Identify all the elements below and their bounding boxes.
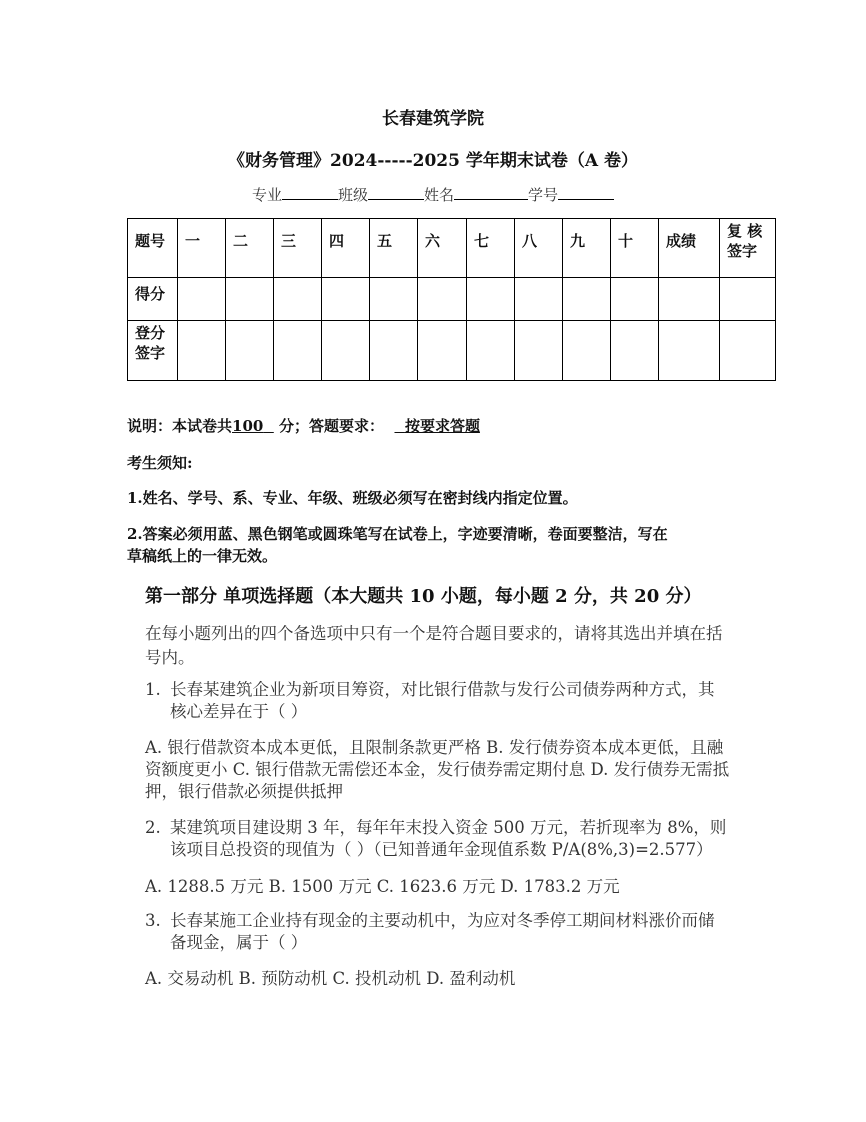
score-cell[interactable] bbox=[467, 278, 515, 321]
field-id-label: 学号 bbox=[528, 186, 559, 204]
section-intro: 在每小题列出的四个备选项中只有一个是符合题目要求的，请将其选出并填在括 bbox=[145, 624, 723, 643]
question-2-options: A. 1288.5 万元 B. 1500 万元 C. 1623.6 万元 D. 1783.2 万元 bbox=[145, 877, 620, 896]
signature-cell[interactable] bbox=[274, 321, 322, 381]
signature-cell[interactable] bbox=[720, 321, 776, 381]
header-cell: 九 bbox=[563, 219, 611, 278]
section-heading: 第一部分 单项选择题（本大题共 10 小题，每小题 2 分，共 20 分） bbox=[145, 586, 702, 607]
score-cell[interactable] bbox=[226, 278, 274, 321]
question-1-options: A. 银行借款资本成本更低，且限制条款更严格 B. 发行债券资本成本更低，且融 bbox=[145, 738, 724, 757]
question-3-options: A. 交易动机 B. 预防动机 C. 投机动机 D. 盈利动机 bbox=[145, 969, 516, 988]
header-cell: 一 bbox=[178, 219, 226, 278]
field-class-label: 班级 bbox=[337, 186, 368, 204]
header-cell: 成绩 bbox=[659, 219, 720, 278]
header-cell: 题号 bbox=[128, 219, 178, 278]
total-score: 100 bbox=[232, 417, 264, 435]
row-label-signature: 登分签字 bbox=[135, 324, 166, 362]
header-cell: 八 bbox=[515, 219, 563, 278]
student-info-line bbox=[0, 184, 866, 205]
major-blank[interactable] bbox=[282, 185, 338, 200]
score-cell[interactable] bbox=[274, 278, 322, 321]
question-2-stem: 该项目总投资的现值为（ ）（已知普通年金现值系数 P/A(8%,3)=2.577） bbox=[170, 840, 713, 859]
row-label bbox=[128, 321, 178, 381]
row-label: 得分 bbox=[128, 278, 178, 321]
signature-cell[interactable] bbox=[467, 321, 515, 381]
header-cell: 三 bbox=[274, 219, 322, 278]
signature-cell[interactable] bbox=[418, 321, 467, 381]
answer-requirement: 按要求答题 bbox=[404, 417, 480, 435]
signature-cell[interactable] bbox=[611, 321, 659, 381]
question-3-stem: 备现金，属于（ ） bbox=[170, 933, 308, 952]
rule-1: 1.姓名、学号、系、专业、年级、班级必须写在密封线内指定位置。 bbox=[127, 489, 578, 507]
score-cell[interactable] bbox=[515, 278, 563, 321]
score-cell[interactable] bbox=[720, 278, 776, 321]
notice-title: 考生须知: bbox=[127, 454, 193, 472]
question-1-options: 资额度更小 C. 银行借款无需偿还本金，发行债券需定期付息 D. 发行债券无需抵 bbox=[145, 760, 730, 779]
header-cell: 十 bbox=[611, 219, 659, 278]
rule-2-line-2: 草稿纸上的一律无效。 bbox=[127, 547, 278, 565]
signature-cell[interactable] bbox=[226, 321, 274, 381]
signature-cell[interactable] bbox=[563, 321, 611, 381]
rule-2-line-1: 2.答案必须用蓝、黑色钢笔或圆珠笔写在试卷上，字迹要清晰，卷面要整洁，写在 bbox=[127, 525, 668, 543]
signature-cell[interactable] bbox=[515, 321, 563, 381]
signature-cell[interactable] bbox=[370, 321, 418, 381]
header-cell: 七 bbox=[467, 219, 515, 278]
student-id-blank[interactable] bbox=[558, 185, 614, 200]
exam-title: 《财务管理》2024-----2025 学年期末试卷（A 卷） bbox=[228, 151, 638, 171]
question-2-stem: 2. 某建筑项目建设期 3 年，每年年末投入资金 500 万元，若折现率为 8%，则 bbox=[145, 818, 727, 837]
score-cell[interactable] bbox=[659, 278, 720, 321]
header-cell: 五 bbox=[370, 219, 418, 278]
table-row bbox=[128, 321, 776, 381]
field-major-label: 专业 bbox=[251, 186, 282, 204]
header-cell: 二 bbox=[226, 219, 274, 278]
header-cell: 六 bbox=[418, 219, 467, 278]
question-1-stem: 核心差异在于（ ） bbox=[170, 702, 308, 721]
header-cell: 四 bbox=[322, 219, 370, 278]
table-row bbox=[128, 219, 776, 278]
signature-cell[interactable] bbox=[659, 321, 720, 381]
name-blank[interactable] bbox=[454, 185, 528, 200]
signature-cell[interactable] bbox=[322, 321, 370, 381]
score-table bbox=[127, 218, 776, 381]
score-cell[interactable] bbox=[611, 278, 659, 321]
table-row bbox=[128, 278, 776, 321]
exam-description: 说明：本试卷共100 分；答题要求： 按要求答题 bbox=[127, 417, 480, 435]
score-cell[interactable] bbox=[418, 278, 467, 321]
class-blank[interactable] bbox=[368, 185, 424, 200]
header-cell: 复 核 签字 bbox=[720, 219, 776, 278]
question-3-stem: 3. 长春某施工企业持有现金的主要动机中，为应对冬季停工期间材料涨价而储 bbox=[145, 911, 715, 930]
question-1-stem: 1. 长春某建筑企业为新项目筹资，对比银行借款与发行公司债券两种方式，其 bbox=[145, 680, 715, 699]
score-cell[interactable] bbox=[370, 278, 418, 321]
signature-cell[interactable] bbox=[178, 321, 226, 381]
section-intro: 号内。 bbox=[145, 648, 195, 667]
score-cell[interactable] bbox=[322, 278, 370, 321]
score-cell[interactable] bbox=[563, 278, 611, 321]
score-cell[interactable] bbox=[178, 278, 226, 321]
school-name: 长春建筑学院 bbox=[382, 109, 484, 129]
field-name-label: 姓名 bbox=[424, 186, 455, 204]
question-1-options: 押，银行借款必须提供抵押 bbox=[145, 782, 343, 801]
